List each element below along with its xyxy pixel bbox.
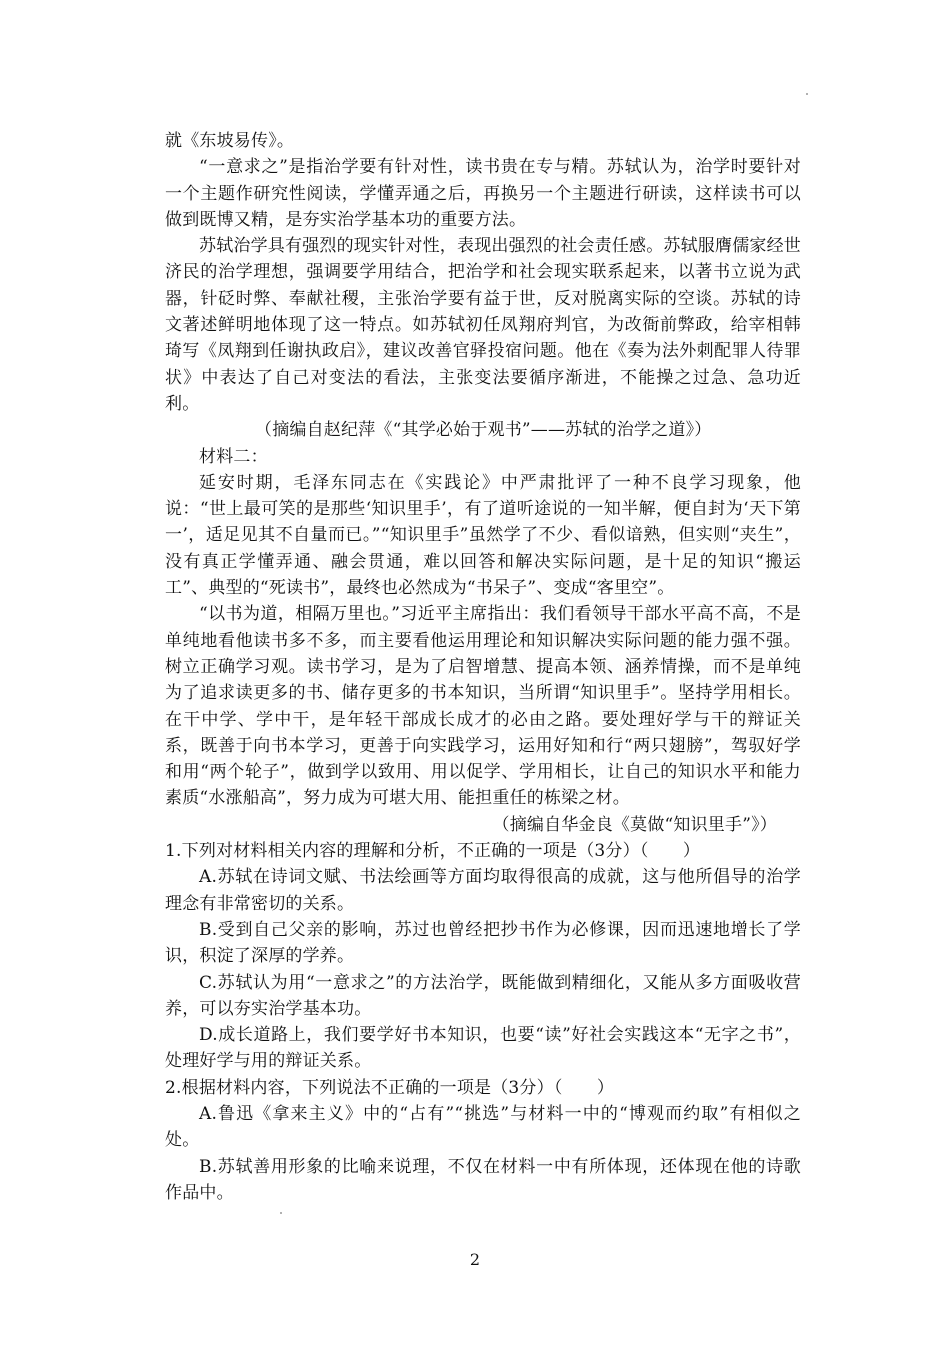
scan-speck: [806, 93, 808, 95]
material1-paragraph-2: 苏轼治学具有强烈的现实针对性，表现出强烈的社会责任感。苏轼服膺儒家经世济民的治学理想，强调要学用结合，把治学和社会现实联系起来，以著书立说为武器，针砭时弊、奉献社稷，主张治学要有益于世，反对脱离实际的空谈。苏轼的诗文著述鲜明地体现了这一特点。如苏轼初任凤翔府判官，为改衙前弊政，给宰相韩琦写《凤翔到任谢执政启》，建议改善官驿投宿问题。他在《奏为法外刺配罪人待罪状》中表达了自己对变法的看法，主张变法要循序渐进，不能操之过急、急功近利。: [165, 236, 801, 414]
material1-source: （摘编自赵纪萍《“其学必始于观书”——苏轼的治学之道》）: [255, 420, 712, 441]
question-2-stem: 2.根据材料内容，下列说法不正确的一项是（3分）（ ）: [165, 1077, 615, 1098]
paragraph-continued: 就《东坡易传》。: [165, 131, 295, 151]
question-2-option-a: A.鲁迅《拿来主义》中的“占有”“挑选”与材料一中的“博观而约取”有相似之处。: [165, 1103, 801, 1151]
question-1-option-c: C.苏轼认为用“一意求之”的方法治学，既能做到精细化，又能从多方面吸收营养，可以夯实治学基本功。: [165, 972, 801, 1019]
material1-paragraph-1: “一意求之”是指治学要有针对性，读书贵在专与精。苏轼认为，治学时要针对一个主题作研究性阅读，学懂弄通之后，再换另一个主题进行研读，这样读书可以做到既博又精，是夯实治学基本功的重要方法。: [165, 157, 801, 230]
question-1-option-a: A.苏轼在诗词文赋、书法绘画等方面均取得很高的成就，这与他所倡导的治学理念有非常密切的关系。: [165, 867, 801, 914]
question-1-stem: 1.下列对材料相关内容的理解和分析，不正确的一项是（3分）（ ）: [165, 841, 701, 862]
material2-paragraph-1: 延安时期，毛泽东同志在《实践论》中严肃批评了一种不良学习现象，他说：“世上最可笑的是那些‘知识里手’，有了道听途说的一知半解，便自封为‘天下第一’，适足见其不自量而已。”“知识里手”虽然学了不少、看似谙熟，但实则“夹生”，没有真正学懂弄通、融会贯通，难以回答和解决实际问题，是十足的知识“搬运工”、典型的“死读书”，最终也必然成为“书呆子”、变成“客里空”。: [165, 472, 801, 599]
material2-label: 材料二：: [199, 446, 268, 467]
question-1-option-d: D.成长道路上，我们要学好书本知识，也要“读”好社会实践这本“无字之书”，处理好学与用的辩证关系。: [165, 1025, 801, 1072]
page-number: 2: [469, 1250, 481, 1269]
question-1-option-b: B.受到自己父亲的影响，苏过也曾经把抄书作为必修课，因而迅速地增长了学识，积淀了深厚的学养。: [165, 919, 801, 967]
page-content: [165, 128, 801, 1206]
material2-source: （摘编自华金良《莫做“知识里手”》）: [492, 814, 777, 835]
scan-speck: [280, 1212, 282, 1214]
question-2-option-b: B.苏轼善用形象的比喻来说理，不仅在材料一中有所体现，还体现在他的诗歌作品中。: [165, 1156, 801, 1203]
material2-paragraph-2: “以书为道，相隔万里也。”习近平主席指出：我们看领导干部水平高不高，不是单纯地看他读书多不多，而主要看他运用理论和知识解决实际问题的能力强不强。树立正确学习观。读书学习，是为了启智增慧、提高本领、涵养情操，而不是单纯为了追求读更多的书、储存更多的书本知识，当所谓“知识里手”。坚持学用相长。在干中学、学中干，是年轻干部成长成才的必由之路。要处理好学与干的辩证关系，既善于向书本学习，更善于向实践学习，运用好知和行“两只翅膀”，驾驭好学和用“两个轮子”，做到学以致用、用以促学、学用相长，让自己的知识水平和能力素质“水涨船高”，努力成为可堪大用、能担重任的栋梁之材。: [165, 604, 801, 809]
